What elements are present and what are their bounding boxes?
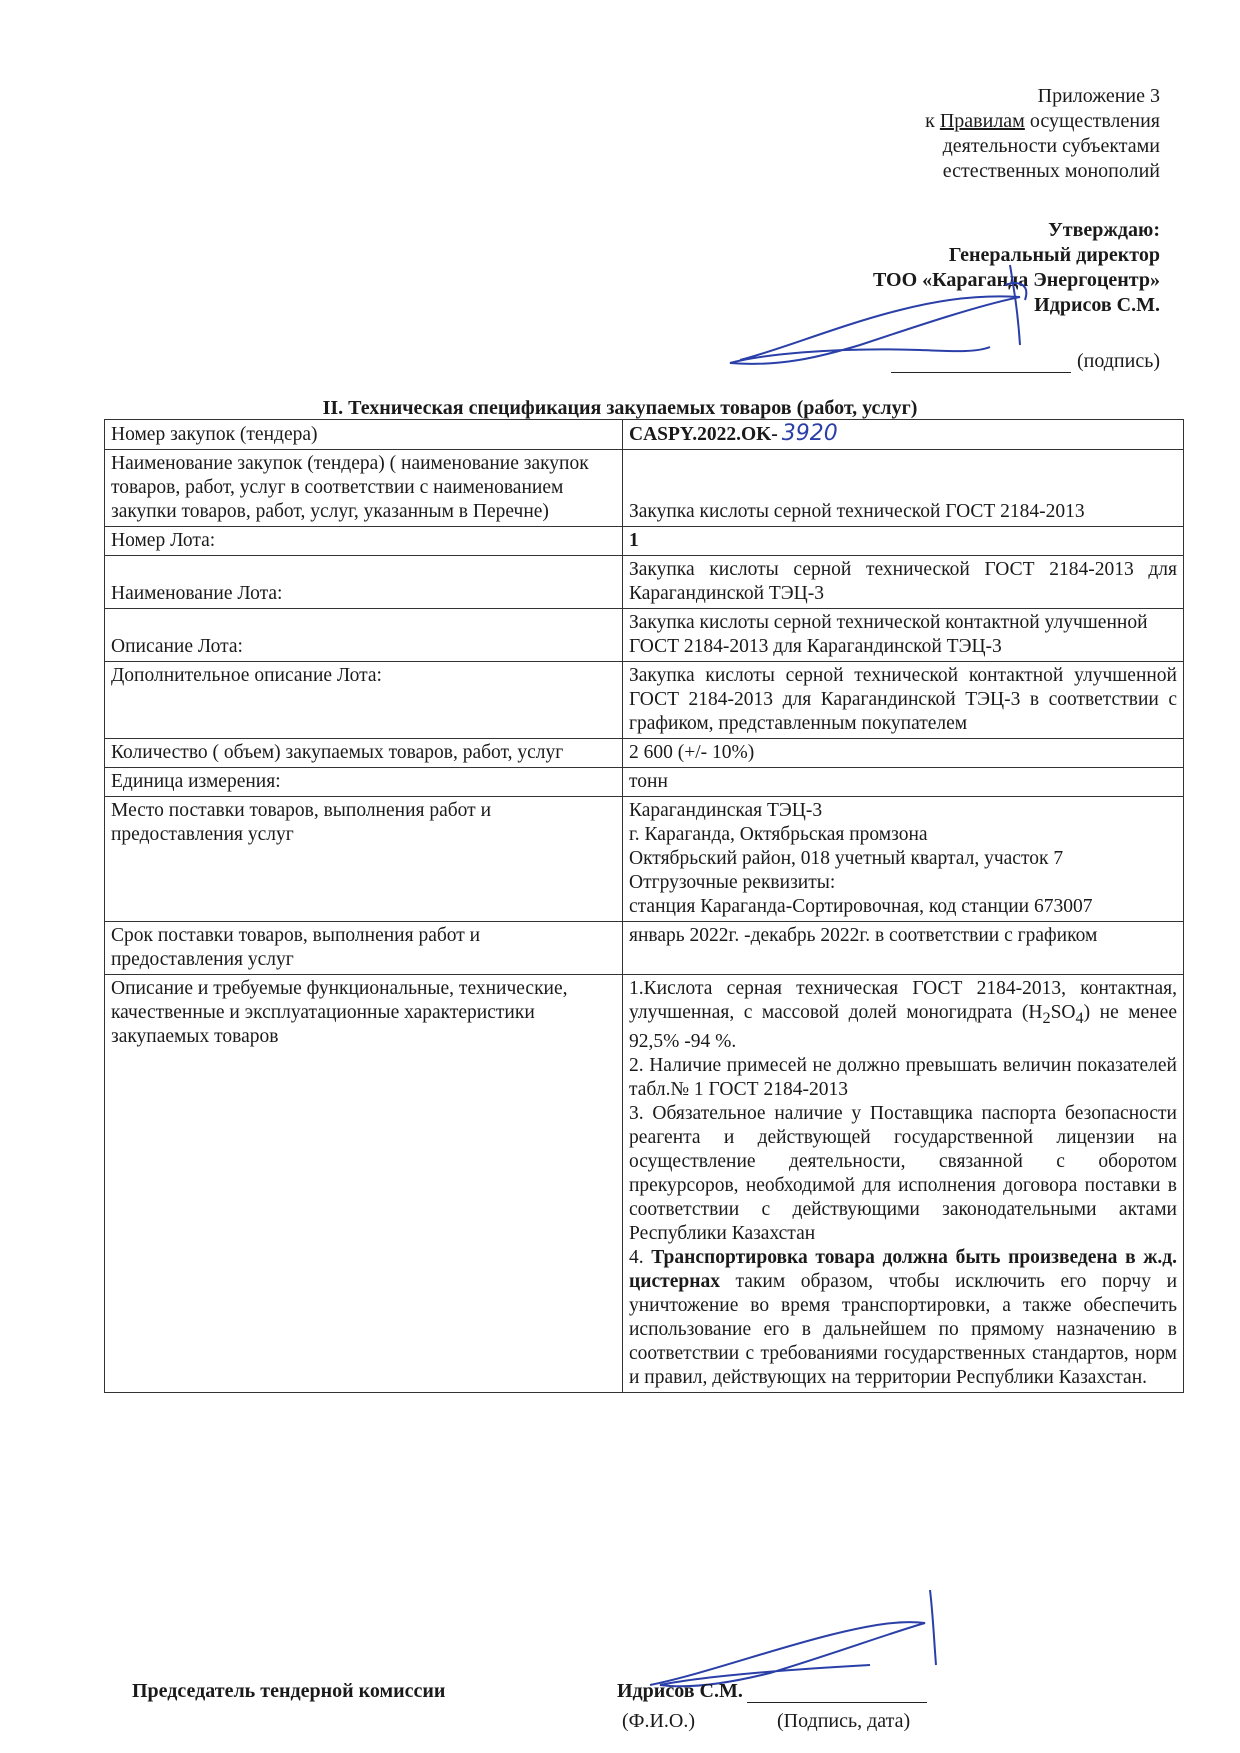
lot-name-label: Наименование Лота: [105,556,623,609]
req1-suffix: ) не менее 92,5% -94 %. [629,1002,1177,1052]
procurement-number-text: CASPY.2022.OK- [629,424,778,445]
appendix-header [925,84,1160,184]
lot-extra-label: Дополнительное описание Лота: [105,662,623,739]
procurement-name-label: Наименование закупок (тендера) ( наименование закупок товаров, работ, услуг в соответствии с наименованием закупки товаров, работ, услуг, указанным в Перечне) [105,450,623,527]
table-row [105,768,1184,797]
lot-description-value: Закупка кислоты серной технической контактной улучшенной ГОСТ 2184-2013 для Карагандинской ТЭЦ-3 [623,609,1184,662]
fio-caption: (Ф.И.О.) [622,1710,696,1732]
table-row [105,556,1184,609]
place-line-1: Карагандинская ТЭЦ-3 [629,800,823,821]
req1-sub2: 4 [1075,1008,1084,1027]
lot-number-value: 1 [623,527,1184,556]
requirement-4 [629,1246,1177,1390]
lot-description-label: Описание Лота: [105,609,623,662]
appendix-prefix: к [925,110,940,132]
table-row [105,450,1184,527]
req1-mid: SO [1050,1002,1076,1023]
chairman-name-text: Идрисов С.М. [617,1680,743,1702]
approval-line-4: Идрисов С.М. [1034,294,1160,316]
specification-table [104,419,1184,1393]
quantity-value: 2 600 (+/- 10%) [623,739,1184,768]
lot-name-value: Закупка кислоты серной технической ГОСТ 2184-2013 для Карагандинской ТЭЦ-3 [623,556,1184,609]
table-row [105,797,1184,922]
req4-bold: Транспортировка товара должна быть произведена в ж.д. цистернах [629,1246,1178,1292]
place-line-5: станция Караганда-Сортировочная, код станции 673007 [629,896,1093,917]
procurement-name-value: Закупка кислоты серной технической ГОСТ 2184-2013 [623,450,1184,527]
req1-sub1: 2 [1042,1008,1051,1027]
req4-number: 4. [629,1246,652,1268]
place-line-3: Октябрьский район, 018 учетный квартал, участок 7 [629,848,1064,869]
req1-prefix: 1.Кислота серная техническая ГОСТ 2184-2013, контактная, улучшенная, с массовой долей моногидрата (H [629,978,1177,1023]
quantity-label: Количество ( объем) закупаемых товаров, работ, услуг [105,739,623,768]
approval-line-3: ТОО «Караганда Энергоцентр» [872,269,1160,291]
appendix-suffix: осуществления [1024,110,1160,132]
chairman-signature-icon [640,1585,970,1695]
table-row [105,662,1184,739]
chairman-label: Председатель тендерной комиссии [132,1680,446,1702]
requirement-3: 3. Обязательное наличие у Поставщика паспорта безопасности реагента и действующей государственной лицензии на осуществление деятельности, связанной с оборотом прекурсоров, необходимой для исполнения договора поставки в соответствии с действующими законодательными актами Республики Казахстан [629,1102,1177,1244]
requirements-value [623,975,1184,1393]
lot-extra-value: Закупка кислоты серной технической контактной улучшенной ГОСТ 2184-2013 для Карагандинской ТЭЦ-3 в соответствии с графиком, представленным покупателем [623,662,1184,739]
requirement-2: 2. Наличие примесей не должно превышать величин показателей табл.№ 1 ГОСТ 2184-2013 [629,1054,1177,1100]
approval-signature-line [891,350,1160,373]
requirements-label: Описание и требуемые функциональные, технические, качественные и эксплуатационные характеристики закупаемых товаров [105,975,623,1393]
approval-block [873,218,1160,318]
approval-line-2: Генеральный директор [948,244,1160,266]
unit-value: тонн [623,768,1184,797]
appendix-line-2 [925,109,1160,134]
document-title: II. Техническая спецификация закупаемых товаров (работ, услуг) [322,397,918,419]
table-row [105,527,1184,556]
chairman-signature-line [747,1684,927,1703]
signature-caption: (подпись) [1076,350,1160,372]
sign-date-caption: (Подпись, дата) [777,1710,911,1732]
term-value: январь 2022г. -декабрь 2022г. в соответствии с графиком [623,922,1184,975]
chairman-name [617,1680,927,1703]
place-value [623,797,1184,922]
requirement-1 [629,977,1177,1054]
table-row [105,975,1184,1393]
signature-underline [891,354,1071,373]
place-line-2: г. Караганда, Октябрьская промзона [629,824,928,845]
procurement-number-value [623,420,1184,450]
appendix-line-3: деятельности субъектами [942,135,1160,157]
procurement-number-label: Номер закупок (тендера) [105,420,623,450]
table-row [105,739,1184,768]
appendix-line-1: Приложение 3 [1037,85,1160,107]
table-row [105,420,1184,450]
place-line-4: Отгрузочные реквизиты: [629,872,836,893]
unit-label: Единица измерения: [105,768,623,797]
handwritten-number: 3920 [781,421,838,446]
term-label: Срок поставки товаров, выполнения работ и предоставления услуг [105,922,623,975]
rules-link[interactable]: Правилам [939,110,1025,132]
place-label: Место поставки товаров, выполнения работ и предоставления услуг [105,797,623,922]
table-row [105,609,1184,662]
lot-number-label: Номер Лота: [105,527,623,556]
req4-rest: таким образом, чтобы исключить его порчу и уничтожение во время транспортировки, а также обеспечить использование его в дальнейшем по прямому назначению в соответствии с требованиями государственных стандартов, норм и правил, действующих на территории Республики Казахстан. [629,1270,1177,1388]
appendix-line-4: естественных монополий [942,160,1160,182]
table-row [105,922,1184,975]
approval-line-1: Утверждаю: [1048,219,1160,241]
